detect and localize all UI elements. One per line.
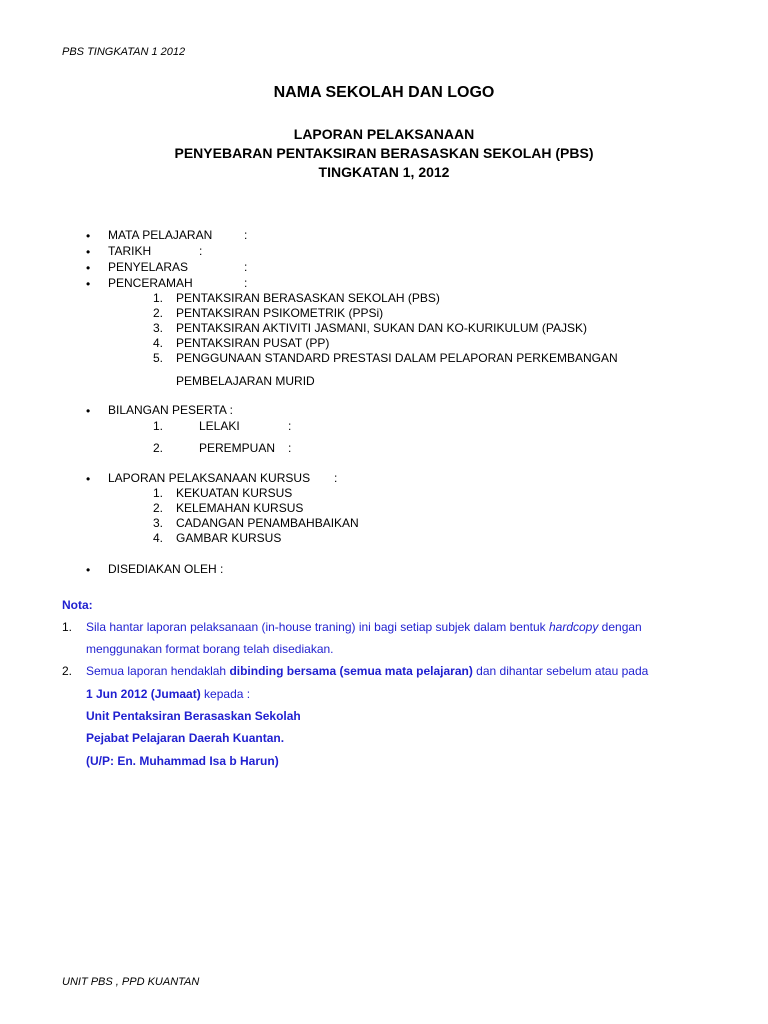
penceramah-item: PENGGUNAAN STANDARD PRESTASI DALAM PELAPORAN PERKEMBANGAN	[176, 351, 618, 365]
nota-deadline: 1 Jun 2012 (Jumaat)	[86, 687, 201, 701]
nota-line-1: Sila hantar laporan pelaksanaan (in-house traning) ini bagi setiap subjek dalam bentuk hardcopy dengan	[86, 620, 642, 634]
page-title: NAMA SEKOLAH DAN LOGO	[273, 84, 495, 101]
nota-address-2: Pejabat Pelajaran Daerah Kuantan.	[86, 731, 285, 745]
laporan-item: KEKUATAN KURSUS	[176, 486, 293, 500]
penceramah-item-continuation: PEMBELAJARAN MURID	[176, 374, 315, 388]
field-colon: :	[244, 276, 248, 290]
field-colon: :	[244, 260, 248, 274]
field-colon: :	[288, 441, 292, 455]
nota-label: Nota:	[62, 598, 93, 612]
nota-hardcopy: hardcopy	[548, 620, 599, 634]
penceramah-item-num: 4.	[153, 336, 164, 350]
penceramah-item: PENTAKSIRAN BERASASKAN SEKOLAH (PBS)	[176, 291, 440, 305]
nota-num: 1.	[62, 620, 73, 634]
penceramah-item-num: 1.	[153, 291, 164, 305]
bullet-icon: •	[86, 261, 91, 275]
page-footer: UNIT PBS , PPD KUANTAN	[62, 976, 200, 988]
nota-num: 2.	[62, 664, 73, 678]
subtitle-line-1: LAPORAN PELAKSANAAN	[293, 126, 475, 142]
peserta-item: PEREMPUAN	[199, 441, 276, 455]
penceramah-item-num: 3.	[153, 321, 164, 335]
peserta-item-num: 1.	[153, 419, 164, 433]
laporan-item: GAMBAR KURSUS	[176, 531, 282, 545]
field-penyelaras: PENYELARAS	[108, 260, 189, 274]
laporan-item-num: 2.	[153, 501, 164, 515]
field-laporan-pelaksanaan: LAPORAN PELAKSANAAN KURSUS	[108, 471, 311, 485]
field-penceramah: PENCERAMAH	[108, 276, 193, 290]
field-colon: :	[244, 228, 248, 242]
peserta-item: LELAKI	[199, 419, 240, 433]
nota-bold-text: dibinding bersama (semua mata pelajaran)	[229, 664, 473, 678]
field-bilangan-peserta: BILANGAN PESERTA :	[108, 403, 233, 417]
laporan-item: KELEMAHAN KURSUS	[176, 501, 304, 515]
laporan-item-num: 1.	[153, 486, 164, 500]
peserta-item-num: 2.	[153, 441, 164, 455]
field-tarikh: TARIKH	[108, 244, 152, 258]
nota-line-1-cont: menggunakan format borang telah disediakan.	[86, 642, 334, 656]
subtitle-line-3: TINGKATAN 1, 2012	[318, 164, 450, 180]
laporan-item-num: 4.	[153, 531, 164, 545]
field-mata-pelajaran: MATA PELAJARAN	[108, 228, 213, 242]
bullet-icon: •	[86, 563, 91, 577]
bullet-icon: •	[86, 245, 91, 259]
bullet-icon: •	[86, 277, 91, 291]
bullet-icon: •	[86, 229, 91, 243]
nota-address-1: Unit Pentaksiran Berasaskan Sekolah	[86, 709, 301, 723]
subtitle-line-2: PENYEBARAN PENTAKSIRAN BERASASKAN SEKOLAH (PBS)	[174, 145, 594, 161]
penceramah-item-num: 5.	[153, 351, 164, 365]
penceramah-item-num: 2.	[153, 306, 164, 320]
penceramah-item: PENTAKSIRAN AKTIVITI JASMANI, SUKAN DAN KO-KURIKULUM (PAJSK)	[176, 321, 587, 335]
field-colon: :	[288, 419, 292, 433]
nota-line-2: Semua laporan hendaklah dibinding bersama (semua mata pelajaran) dan dihantar sebelum atau pada	[86, 664, 649, 678]
laporan-item-num: 3.	[153, 516, 164, 530]
field-colon: :	[334, 471, 338, 485]
bullet-icon: •	[86, 472, 91, 486]
field-colon: :	[199, 244, 203, 258]
page-header: PBS TINGKATAN 1 2012	[62, 46, 186, 58]
field-disediakan-oleh: DISEDIAKAN OLEH :	[108, 562, 224, 576]
bullet-icon: •	[86, 404, 91, 418]
laporan-item: CADANGAN PENAMBAHBAIKAN	[176, 516, 359, 530]
nota-address-3: (U/P: En. Muhammad Isa b Harun)	[86, 754, 279, 768]
penceramah-item: PENTAKSIRAN PSIKOMETRIK (PPSi)	[176, 306, 384, 320]
nota-line-3: 1 Jun 2012 (Jumaat) kepada :	[86, 687, 251, 701]
penceramah-item: PENTAKSIRAN PUSAT (PP)	[176, 336, 330, 350]
